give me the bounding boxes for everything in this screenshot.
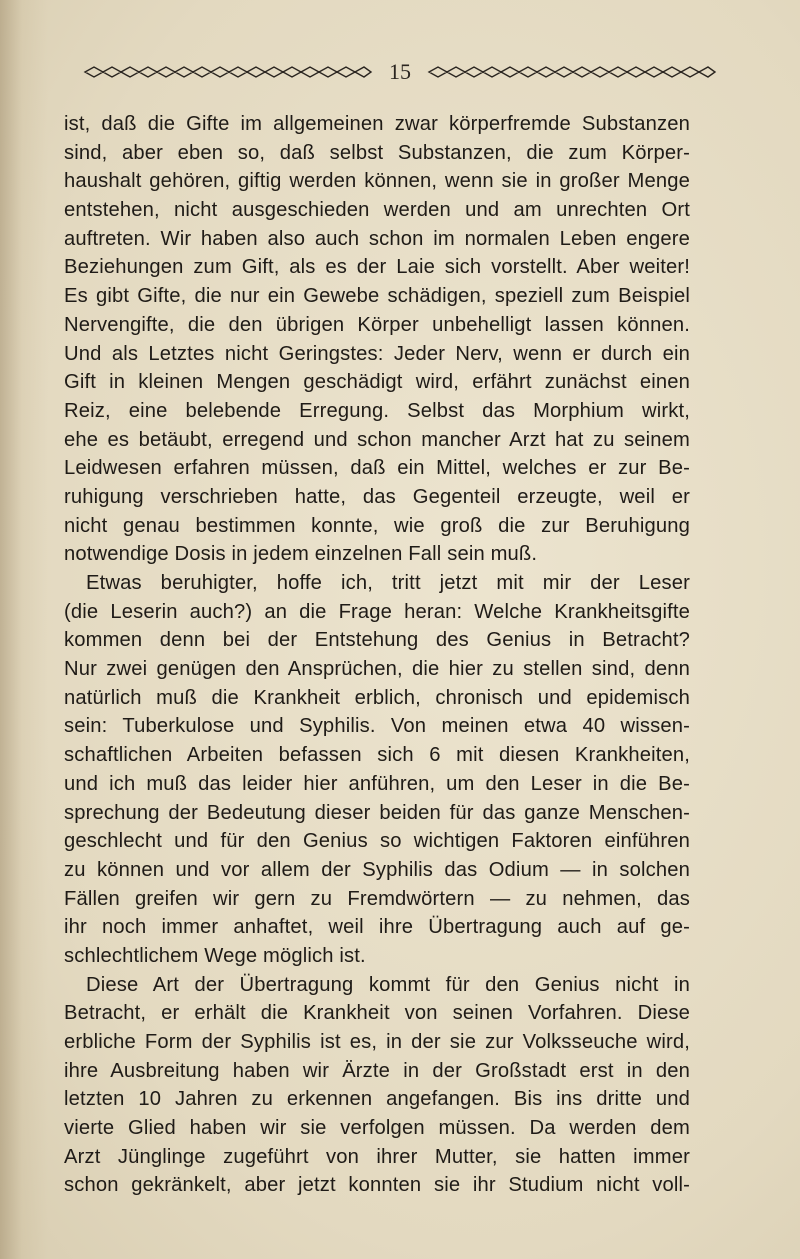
text-line: nicht genau bestimmen konnte, wie groß die zur Beruhigung: [64, 514, 690, 537]
text-line: ihre Ausbreitung haben wir Ärzte in der Großstadt erst in den: [64, 1059, 690, 1082]
text-line: sind, aber eben so, daß selbst Substanzen, die zum Körper-: [64, 141, 690, 164]
text-line: geschlecht und für den Genius so wichtigen Faktoren einführen: [64, 830, 690, 853]
text-line: erbliche Form der Syphilis ist es, in der sie zur Volksseuche wird,: [64, 1031, 690, 1053]
text-line: entstehen, nicht ausgeschieden werden und am unrechten Ort: [64, 199, 690, 222]
text-line: Arzt Jünglinge zugeführt von ihrer Mutter, sie hatten immer: [64, 1145, 690, 1168]
text-line: ruhigung verschrieben hatte, das Gegenteil erzeugte, weil er: [64, 485, 690, 508]
text-line: Nervengifte, die den übrigen Körper unbehelligt lassen können.: [64, 313, 690, 336]
text-line: Fällen greifen wir gern zu Fremdwörtern — zu nehmen, das: [64, 887, 690, 910]
paragraph-end-line: schlechtlichem Wege möglich ist.: [64, 944, 366, 967]
text-line: zu können und vor allem der Syphilis das Odium — in solchen: [64, 858, 690, 881]
text-line: Gift in kleinen Mengen geschädigt wird, erfährt zunächst einen: [64, 371, 690, 394]
text-line: letzten 10 Jahren zu erkennen angefangen. Bis ins dritte und: [64, 1088, 690, 1111]
body-text: [64, 110, 690, 1200]
text-line: Und als Letztes nicht Geringstes: Jeder Nerv, wenn er durch ein: [64, 342, 690, 365]
text-line: Beziehungen zum Gift, als es der Laie sich vorstellt. Aber weiter!: [64, 256, 690, 279]
text-line: auftreten. Wir haben also auch schon im normalen Leben engere: [64, 227, 690, 250]
paragraph-end-line: notwendige Dosis in jedem einzelnen Fall sein muß.: [64, 543, 538, 566]
text-line: ist, daß die Gifte im allgemeinen zwar körperfremde Substanzen: [64, 113, 690, 135]
left-diamond-chain-ornament: [83, 65, 373, 79]
right-diamond-chain-ornament: [427, 65, 717, 79]
page-number: 15: [389, 59, 411, 84]
text-line: natürlich muß die Krankheit erblich, chronisch und epidemisch: [64, 686, 690, 709]
text-line: schaftlichen Arbeiten befassen sich 6 mit diesen Krankheiten,: [64, 744, 690, 767]
text-line: und ich muß das leider hier anführen, um den Leser in die Be-: [64, 772, 690, 795]
text-line: Leidwesen erfahren müssen, daß ein Mittel, welches er zur Be-: [64, 457, 690, 480]
text-line: kommen denn bei der Entstehung des Genius in Betracht?: [64, 629, 690, 652]
text-line: sein: Tuberkulose und Syphilis. Von meinen etwa 40 wissen-: [64, 715, 690, 738]
text-line: ehe es betäubt, erregend und schon mancher Arzt hat zu seinem: [64, 428, 690, 451]
text-line: sprechung der Bedeutung dieser beiden für das ganze Menschen-: [64, 801, 690, 824]
text-line: (die Leserin auch?) an die Frage heran: Welche Krankheitsgifte: [64, 600, 690, 623]
text-line: Es gibt Gifte, die nur ein Gewebe schädigen, speziell zum Beispiel: [64, 285, 690, 308]
running-head: [0, 58, 800, 86]
text-line: Betracht, er erhält die Krankheit von seinen Vorfahren. Diese: [64, 1002, 690, 1025]
text-line: schon gekränkelt, aber jetzt konnten sie ihr Studium nicht voll-: [64, 1174, 690, 1197]
text-line: ihr noch immer anhaftet, weil ihre Übertragung auch auf ge-: [64, 916, 690, 939]
paragraph-start-line: Etwas beruhigter, hoffe ich, tritt jetzt mit mir der Leser: [86, 572, 690, 594]
text-line: Reiz, eine belebende Erregung. Selbst das Morphium wirkt,: [64, 399, 690, 422]
text-line: vierte Glied haben wir sie verfolgen müssen. Da werden dem: [64, 1117, 690, 1140]
paragraph-start-line: Diese Art der Übertragung kommt für den Genius nicht in: [86, 973, 690, 996]
text-line: Nur zwei genügen den Ansprüchen, die hier zu stellen sind, denn: [64, 658, 690, 681]
text-line: haushalt gehören, giftig werden können, wenn sie in großer Menge: [64, 170, 690, 193]
